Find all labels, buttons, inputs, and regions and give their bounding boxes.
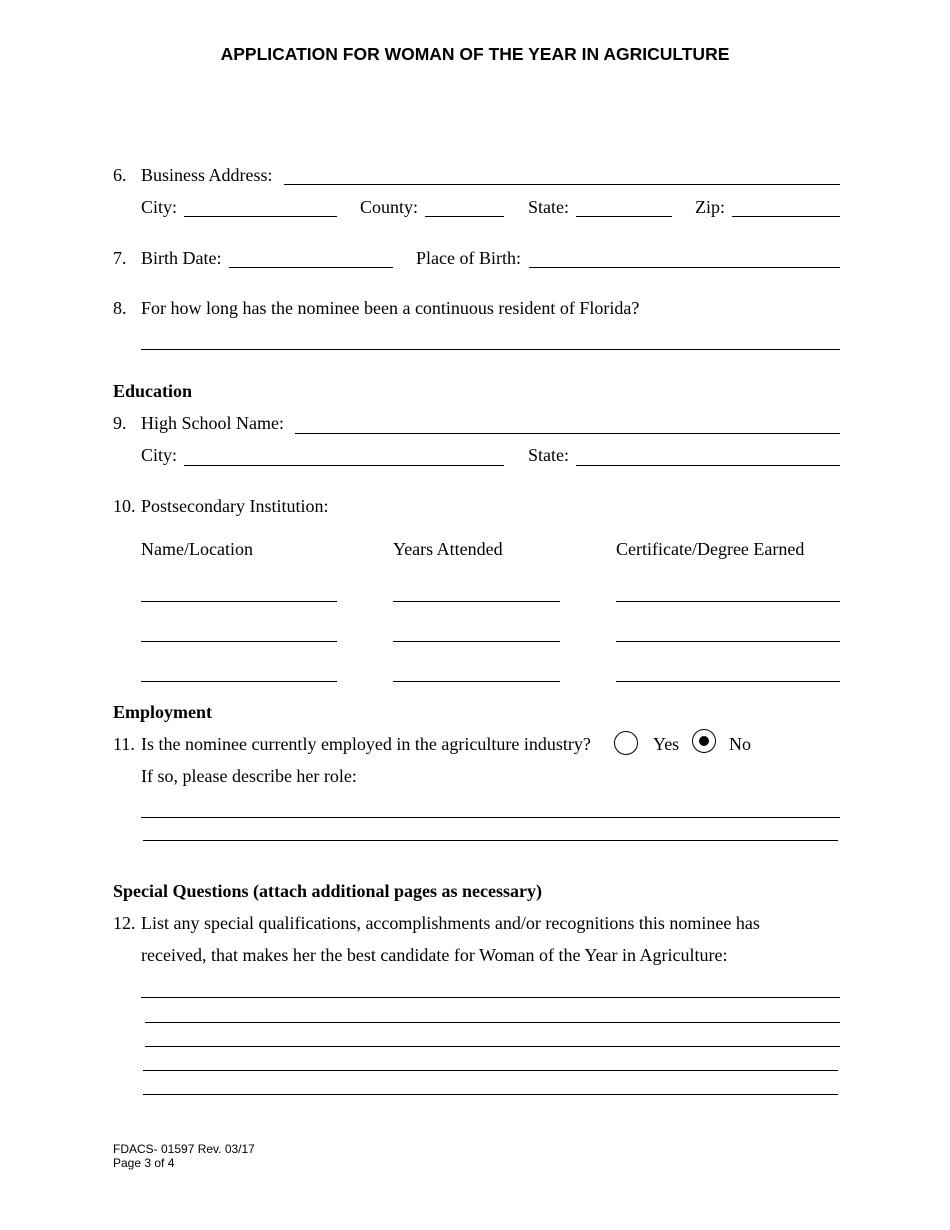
place-of-birth-label: Place of Birth: — [416, 248, 521, 268]
q6-zip-label: Zip: — [695, 197, 725, 217]
qualifications-field-4[interactable] — [143, 1070, 838, 1071]
q10-number: 10. — [113, 496, 136, 516]
qualifications-field-1[interactable] — [141, 997, 840, 998]
institution-name-field-1[interactable] — [141, 601, 337, 602]
page-number: Page 3 of 4 — [113, 1156, 175, 1170]
col-years-attended: Years Attended — [393, 539, 503, 559]
institution-name-field-3[interactable] — [141, 681, 337, 682]
col-degree-earned: Certificate/Degree Earned — [616, 539, 805, 559]
business-address-label: Business Address: — [141, 165, 273, 185]
col-name-location: Name/Location — [141, 539, 253, 559]
q8-number: 8. — [113, 298, 127, 318]
q12-line1: List any special qualifications, accomplishments and/or recognitions this nominee has — [141, 913, 760, 933]
q11-followup: If so, please describe her role: — [141, 766, 357, 786]
degree-field-2[interactable] — [616, 641, 840, 642]
business-address-field[interactable] — [284, 184, 840, 185]
yes-label: Yes — [653, 734, 680, 754]
special-questions-heading: Special Questions (attach additional pages as necessary) — [113, 881, 543, 901]
q9-city-label: City: — [141, 445, 178, 465]
form-id: FDACS- 01597 Rev. 03/17 — [113, 1142, 255, 1156]
qualifications-field-3[interactable] — [145, 1046, 840, 1047]
q11-number: 11. — [113, 734, 135, 754]
q8-question: For how long has the nominee been a continuous resident of Florida? — [141, 298, 640, 318]
radio-selected-dot — [699, 736, 709, 746]
years-attended-field-2[interactable] — [393, 641, 560, 642]
birth-date-label: Birth Date: — [141, 248, 222, 268]
q6-number: 6. — [113, 165, 127, 185]
degree-field-1[interactable] — [616, 601, 840, 602]
q9-state-field[interactable] — [576, 465, 840, 466]
q6-state-field[interactable] — [576, 216, 672, 217]
q8-answer-field[interactable] — [141, 349, 840, 350]
role-description-field-2[interactable] — [143, 840, 838, 841]
years-attended-field-1[interactable] — [393, 601, 560, 602]
place-of-birth-field[interactable] — [529, 267, 840, 268]
q7-number: 7. — [113, 248, 127, 268]
q12-line2: received, that makes her the best candidate for Woman of the Year in Agriculture: — [141, 945, 728, 965]
high-school-label: High School Name: — [141, 413, 284, 433]
qualifications-field-2[interactable] — [145, 1022, 840, 1023]
years-attended-field-3[interactable] — [393, 681, 560, 682]
q6-county-field[interactable] — [425, 216, 504, 217]
q9-number: 9. — [113, 413, 127, 433]
no-radio[interactable] — [692, 729, 716, 753]
q6-state-label: State: — [528, 197, 569, 217]
q9-city-field[interactable] — [184, 465, 504, 466]
institution-name-field-2[interactable] — [141, 641, 337, 642]
yes-radio[interactable] — [614, 731, 638, 755]
q6-zip-field[interactable] — [732, 216, 840, 217]
page-title: APPLICATION FOR WOMAN OF THE YEAR IN AGRICULTURE — [220, 44, 730, 64]
birth-date-field[interactable] — [229, 267, 393, 268]
q6-city-field[interactable] — [184, 216, 337, 217]
employment-heading: Employment — [113, 702, 212, 722]
degree-field-3[interactable] — [616, 681, 840, 682]
q12-number: 12. — [113, 913, 136, 933]
q6-county-label: County: — [360, 197, 419, 217]
no-label: No — [729, 734, 751, 754]
q9-state-label: State: — [528, 445, 569, 465]
qualifications-field-5[interactable] — [143, 1094, 838, 1095]
role-description-field-1[interactable] — [141, 817, 840, 818]
education-heading: Education — [113, 381, 193, 401]
q6-city-label: City: — [141, 197, 178, 217]
q11-question: Is the nominee currently employed in the agriculture industry? — [141, 734, 591, 754]
high-school-field[interactable] — [295, 433, 840, 434]
postsecondary-label: Postsecondary Institution: — [141, 496, 329, 516]
